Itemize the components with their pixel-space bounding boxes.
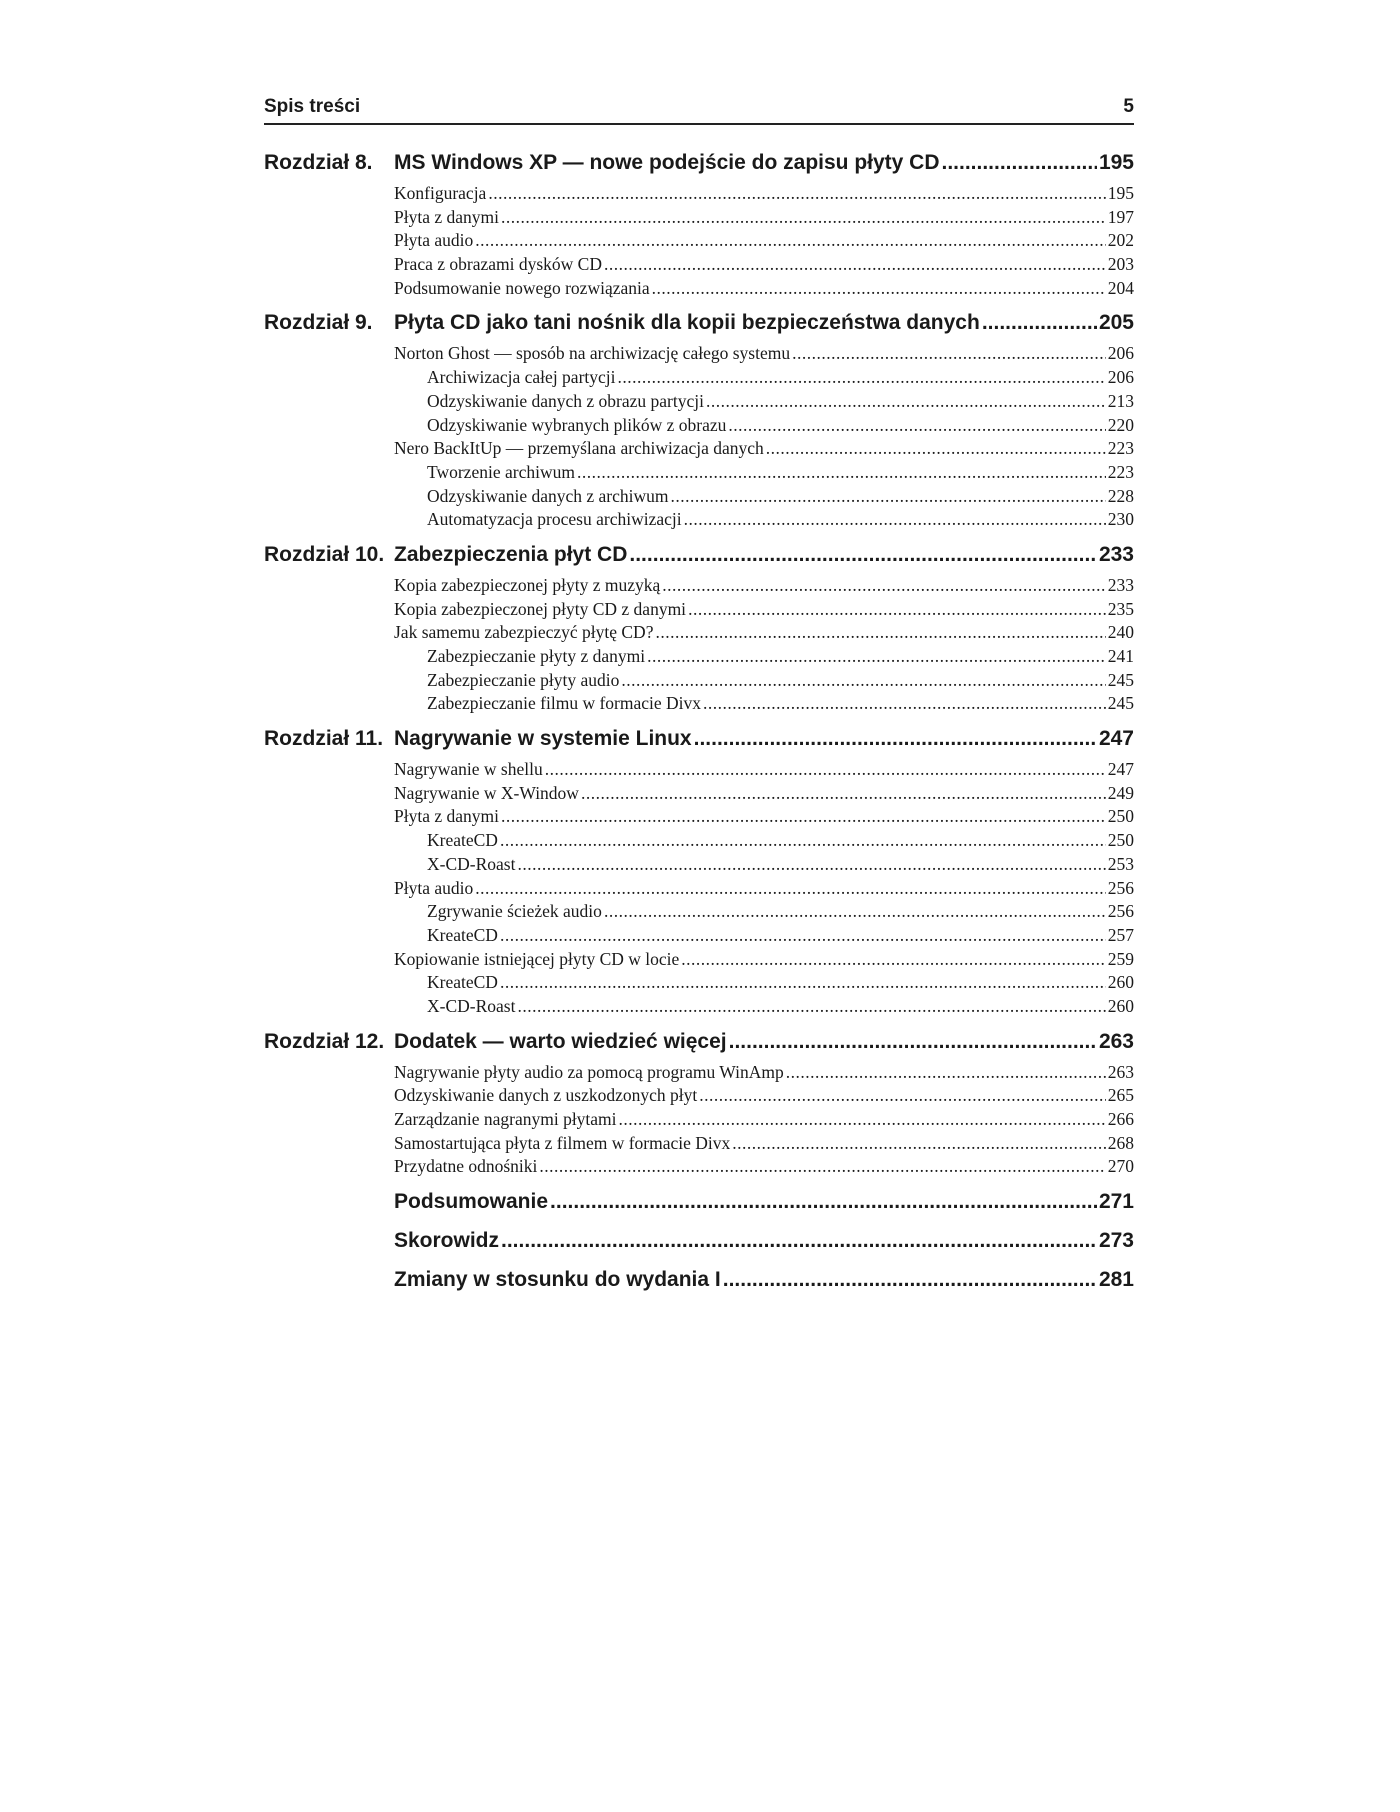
- section-title: X-CD-Roast: [427, 995, 516, 1016]
- section-page-number: 256: [1107, 877, 1134, 898]
- section-page-number: 250: [1107, 806, 1134, 827]
- dot-leader: [729, 1030, 1097, 1054]
- subsection-entry[interactable]: [427, 509, 1134, 533]
- dot-leader: [723, 1268, 1097, 1292]
- section-page-number: 250: [1107, 830, 1134, 851]
- subsection-entry[interactable]: [427, 462, 1134, 486]
- section-page-number: 257: [1107, 924, 1134, 945]
- back-matter-entry[interactable]: [264, 1229, 1134, 1268]
- chapter-label: Rozdział 8.: [264, 151, 373, 174]
- dot-leader: [545, 759, 1106, 780]
- section-title: Jak samemu zabezpieczyć płytę CD?: [394, 622, 654, 643]
- chapter-entry[interactable]: [264, 151, 1134, 183]
- section-title: Odzyskiwanie danych z obrazu partycji: [427, 390, 704, 411]
- section-page-number: 240: [1107, 622, 1134, 643]
- dot-leader: [792, 343, 1106, 364]
- section-title: KreateCD: [427, 972, 498, 993]
- dot-leader: [501, 1229, 1097, 1253]
- section-entry[interactable]: [394, 599, 1134, 623]
- section-title: Nagrywanie w shellu: [394, 759, 543, 780]
- section-title: Samostartująca płyta z filmem w formacie Divx: [394, 1132, 731, 1153]
- dot-leader: [581, 783, 1106, 804]
- back-matter-title: Zmiany w stosunku do wydania I: [394, 1268, 721, 1292]
- dot-leader: [604, 254, 1106, 275]
- section-page-number: 206: [1107, 367, 1134, 388]
- section-title: Płyta audio: [394, 230, 474, 251]
- back-matter-page-number: 281: [1098, 1268, 1134, 1292]
- section-entry[interactable]: [394, 1062, 1134, 1086]
- dot-leader: [647, 646, 1106, 667]
- section-title: Płyta z danymi: [394, 206, 499, 227]
- dot-leader: [500, 830, 1106, 851]
- chapter-title-line: [394, 311, 1134, 335]
- section-page-number: 206: [1107, 343, 1134, 364]
- dot-leader: [501, 207, 1106, 228]
- dot-leader: [539, 1156, 1105, 1177]
- chapter-title-line: [394, 727, 1134, 751]
- section-title: Podsumowanie nowego rozwiązania: [394, 277, 650, 298]
- dot-leader: [629, 543, 1097, 567]
- chapter-entry[interactable]: [264, 543, 1134, 575]
- dot-leader: [706, 391, 1106, 412]
- section-page-number: 230: [1107, 509, 1134, 530]
- section-title: Nagrywanie w X-Window: [394, 782, 579, 803]
- dot-leader: [652, 278, 1106, 299]
- section-entry[interactable]: [394, 1109, 1134, 1133]
- chapter-page-number: 233: [1098, 542, 1134, 566]
- dot-leader: [671, 486, 1106, 507]
- section-entry[interactable]: [394, 343, 1134, 367]
- section-entry[interactable]: [394, 207, 1134, 231]
- section-entry[interactable]: [394, 622, 1134, 646]
- section-title: Kopia zabezpieczonej płyty CD z danymi: [394, 598, 687, 619]
- subsection-entry[interactable]: [427, 925, 1134, 949]
- section-entry[interactable]: [394, 1156, 1134, 1180]
- dot-leader: [517, 996, 1105, 1017]
- section-title: Praca z obrazami dysków CD: [394, 254, 602, 275]
- section-page-number: 241: [1107, 646, 1134, 666]
- section-page-number: 233: [1107, 574, 1134, 595]
- dot-leader: [550, 1190, 1097, 1214]
- section-title: Przydatne odnośniki: [394, 1156, 538, 1177]
- chapter-entry[interactable]: [264, 311, 1134, 343]
- dot-leader: [942, 151, 1097, 175]
- section-page-number: 259: [1107, 948, 1134, 969]
- table-of-contents: [264, 151, 1134, 1180]
- section-page-number: 204: [1107, 277, 1134, 298]
- running-head: [264, 96, 1134, 125]
- section-page-number: 235: [1107, 598, 1134, 619]
- chapter-label: Rozdział 10.: [264, 542, 385, 566]
- section-page-number: 245: [1107, 693, 1134, 714]
- running-head-title: Spis treści: [264, 96, 361, 117]
- section-page-number: 260: [1107, 995, 1134, 1016]
- section-title: X-CD-Roast: [427, 853, 516, 874]
- section-page-number: 256: [1107, 901, 1134, 922]
- section-entry[interactable]: [394, 759, 1134, 783]
- section-title: KreateCD: [427, 924, 498, 945]
- chapter-block: [264, 151, 1134, 301]
- section-page-number: 263: [1107, 1061, 1134, 1082]
- section-page-number: 245: [1107, 669, 1134, 690]
- section-page-number: 197: [1107, 206, 1134, 227]
- back-matter-title: Skorowidz: [394, 1229, 500, 1253]
- dot-leader: [662, 575, 1105, 596]
- back-matter-title-line: [394, 1229, 1134, 1253]
- back-matter-entry[interactable]: [264, 1190, 1134, 1229]
- section-entry[interactable]: [394, 438, 1134, 462]
- section-entry[interactable]: [394, 783, 1134, 807]
- subsection-entry[interactable]: [427, 972, 1134, 996]
- dot-leader: [699, 1085, 1105, 1106]
- dot-leader: [501, 806, 1106, 827]
- back-matter-page-number: 273: [1098, 1229, 1134, 1253]
- chapter-page-number: 195: [1098, 151, 1134, 174]
- subsection-entry[interactable]: [427, 391, 1134, 415]
- chapter-page-number: 263: [1098, 1029, 1134, 1053]
- chapter-label: Rozdział 11.: [264, 727, 384, 751]
- section-page-number: 228: [1107, 485, 1134, 506]
- back-matter-title: Podsumowanie: [394, 1190, 549, 1214]
- section-title: Nagrywanie płyty audio za pomocą programu WinAmp: [394, 1061, 784, 1082]
- chapter-page-number: 205: [1098, 311, 1134, 335]
- section-title: Konfiguracja: [394, 183, 487, 203]
- section-title: Automatyzacja procesu archiwizacji: [427, 509, 682, 530]
- subsection-entry[interactable]: [427, 367, 1134, 391]
- dot-leader: [786, 1062, 1106, 1083]
- dot-leader: [500, 925, 1106, 946]
- chapter-title: Płyta CD jako tani nośnik dla kopii bezpieczeństwa danych: [394, 311, 980, 335]
- section-title: Norton Ghost — sposób na archiwizację całego systemu: [394, 343, 791, 364]
- section-page-number: 260: [1107, 972, 1134, 993]
- section-title: Nero BackItUp — przemyślana archiwizacja danych: [394, 438, 764, 459]
- dot-leader: [655, 622, 1105, 643]
- subsection-entry[interactable]: [427, 415, 1134, 439]
- section-page-number: 202: [1107, 230, 1134, 251]
- chapter-block: [264, 311, 1134, 533]
- subsection-entry[interactable]: [427, 486, 1134, 510]
- back-matter-title-line: [394, 1268, 1134, 1292]
- dot-leader: [766, 438, 1106, 459]
- section-title: Zarządzanie nagranymi płytami: [394, 1109, 617, 1129]
- dot-leader: [619, 1109, 1106, 1130]
- subsection-entry[interactable]: [427, 830, 1134, 854]
- dot-leader: [694, 727, 1097, 751]
- chapter-title: Dodatek — warto wiedzieć więcej: [394, 1029, 727, 1053]
- dot-leader: [604, 901, 1106, 922]
- chapter-title: Nagrywanie w systemie Linux: [394, 727, 692, 751]
- section-title: Zabezpieczanie płyty audio: [427, 669, 620, 690]
- section-entry[interactable]: [394, 806, 1134, 830]
- dot-leader: [688, 599, 1106, 620]
- back-matter-entry[interactable]: [264, 1268, 1134, 1307]
- section-title: Odzyskiwanie danych z uszkodzonych płyt: [394, 1085, 698, 1106]
- dot-leader: [684, 509, 1106, 530]
- section-page-number: 195: [1107, 183, 1134, 203]
- section-entry[interactable]: [394, 1085, 1134, 1109]
- section-page-number: 249: [1107, 782, 1134, 803]
- section-page-number: 265: [1107, 1085, 1134, 1106]
- dot-leader: [577, 462, 1106, 483]
- back-matter-entries: [264, 1190, 1134, 1307]
- subsection-entry[interactable]: [427, 901, 1134, 925]
- section-title: Kopia zabezpieczonej płyty z muzyką: [394, 574, 661, 595]
- back-matter-title-line: [394, 1190, 1134, 1214]
- subsection-entry[interactable]: [427, 693, 1134, 717]
- section-page-number: 213: [1107, 390, 1134, 411]
- section-title: Zabezpieczanie płyty z danymi: [427, 646, 646, 666]
- section-title: Płyta audio: [394, 877, 474, 898]
- chapter-page-number: 247: [1098, 727, 1134, 751]
- chapter-title: MS Windows XP — nowe podejście do zapisu płyty CD: [394, 151, 940, 174]
- section-entry[interactable]: [394, 1133, 1134, 1157]
- section-page-number: 223: [1107, 461, 1134, 482]
- section-entry[interactable]: [394, 278, 1134, 302]
- page-number: 5: [1123, 96, 1134, 117]
- section-title: Odzyskiwanie wybranych plików z obrazu: [427, 414, 727, 435]
- dot-leader: [982, 311, 1097, 335]
- section-page-number: 266: [1107, 1109, 1134, 1129]
- section-page-number: 223: [1107, 438, 1134, 459]
- chapter-block: [264, 727, 1134, 1020]
- subsection-entry[interactable]: [427, 670, 1134, 694]
- dot-leader: [488, 183, 1105, 204]
- chapter-label: Rozdział 12.: [264, 1029, 385, 1053]
- subsection-entry[interactable]: [427, 854, 1134, 878]
- section-entry[interactable]: [394, 575, 1134, 599]
- back-matter-page-number: 271: [1098, 1190, 1134, 1214]
- section-entry[interactable]: [394, 878, 1134, 902]
- section-entry[interactable]: [394, 254, 1134, 278]
- section-title: Kopiowanie istniejącej płyty CD w locie: [394, 948, 680, 969]
- subsection-entry[interactable]: [427, 646, 1134, 670]
- chapter-title-line: [394, 151, 1134, 175]
- section-page-number: 203: [1107, 254, 1134, 275]
- chapter-block: [264, 543, 1134, 717]
- dot-leader: [618, 367, 1106, 388]
- dot-leader: [517, 854, 1105, 875]
- chapter-title: Zabezpieczenia płyt CD: [394, 542, 628, 566]
- section-page-number: 268: [1107, 1132, 1134, 1153]
- section-title: Zabezpieczanie filmu w formacie Divx: [427, 693, 702, 714]
- section-title: Tworzenie archiwum: [427, 461, 575, 482]
- section-entry[interactable]: [394, 230, 1134, 254]
- chapter-title-line: [394, 1030, 1134, 1054]
- section-title: Płyta z danymi: [394, 806, 499, 827]
- chapter-title-line: [394, 543, 1134, 567]
- chapter-entry[interactable]: [264, 727, 1134, 759]
- subsection-entry[interactable]: [427, 996, 1134, 1020]
- dot-leader: [728, 415, 1105, 436]
- dot-leader: [500, 972, 1106, 993]
- chapter-label: Rozdział 9.: [264, 311, 373, 335]
- section-title: KreateCD: [427, 830, 498, 851]
- dot-leader: [475, 230, 1106, 251]
- section-page-number: 270: [1107, 1156, 1134, 1177]
- page: [264, 96, 1134, 1307]
- section-title: Zgrywanie ścieżek audio: [427, 901, 602, 922]
- dot-leader: [732, 1133, 1105, 1154]
- section-title: Archiwizacja całej partycji: [427, 367, 616, 388]
- dot-leader: [621, 670, 1105, 691]
- section-title: Odzyskiwanie danych z archiwum: [427, 485, 669, 506]
- dot-leader: [681, 949, 1105, 970]
- section-page-number: 253: [1107, 853, 1134, 874]
- section-page-number: 247: [1107, 759, 1134, 780]
- section-page-number: 220: [1107, 414, 1134, 435]
- dot-leader: [475, 878, 1106, 899]
- chapter-entry[interactable]: [264, 1030, 1134, 1062]
- section-entry[interactable]: [394, 183, 1134, 207]
- dot-leader: [703, 693, 1106, 714]
- chapter-block: [264, 1030, 1134, 1180]
- section-entry[interactable]: [394, 949, 1134, 973]
